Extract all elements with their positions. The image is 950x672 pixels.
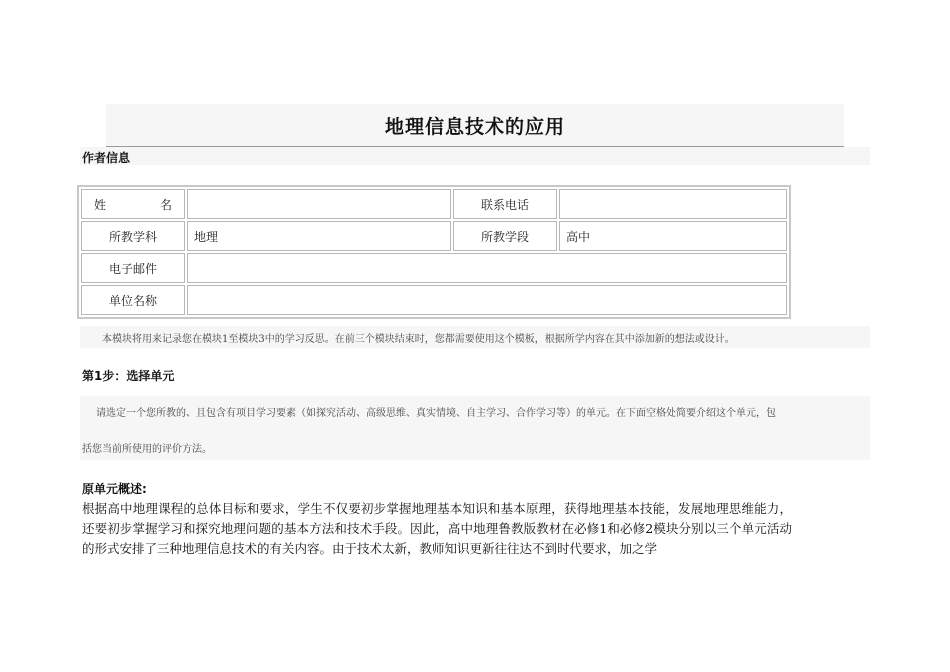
step1-instruction-line2: 括您当前所使用的评价方法。: [82, 444, 212, 455]
overview-text: 根据高中地理课程的总体目标和要求，学生不仅要初步掌握地理基本知识和基本原理，获得地理基本技能，发展地理思维能力，还要初步掌握学习和探究地理问题的基本方法和技术手段。因此，高中地理鲁教版教材在必修1和必修2模块分别以三个单元活动的形式安排了三种地理信息技术的有关内容。由于技术太新，教师知识更新往往达不到时代要求，加之学: [82, 501, 792, 556]
email-value[interactable]: [187, 253, 787, 283]
subject-value[interactable]: 地理: [187, 221, 451, 251]
author-info-table: [77, 185, 791, 319]
subject-label: 所教学科: [81, 221, 185, 251]
table-row: [81, 221, 787, 251]
email-label: 电子邮件: [81, 253, 185, 283]
phone-label: 联系电话: [453, 189, 557, 219]
author-heading-band: [80, 147, 870, 165]
table-row: [81, 253, 787, 283]
grade-level-value[interactable]: 高中: [559, 221, 787, 251]
author-info-heading: 作者信息: [82, 151, 131, 165]
name-value[interactable]: [187, 189, 451, 219]
overview-heading: 原单元概述:: [82, 482, 147, 496]
table-row: [81, 285, 787, 315]
phone-value[interactable]: [559, 189, 787, 219]
document-title: 地理信息技术的应用: [384, 116, 565, 138]
name-label: 姓名: [81, 189, 185, 219]
grade-level-label: 所教学段: [453, 221, 557, 251]
unit-label: 单位名称: [81, 285, 185, 315]
table-row: [81, 189, 787, 219]
step1-instruction-line1: 请选定一个您所教的、且包含有项目学习要素（如探究活动、高级思维、真实情境、自主学习、合作学习等）的单元。在下面空格处简要介绍这个单元，包: [96, 408, 776, 419]
unit-value[interactable]: [187, 285, 787, 315]
step1-heading: 第1步：选择单元: [82, 369, 175, 383]
reflection-note: 本模块将用来记录您在模块1至模块3中的学习反思。在前三个模块结束时，您都需要使用这个模板，根据所学内容在其中添加新的想法或设计。: [102, 334, 735, 345]
